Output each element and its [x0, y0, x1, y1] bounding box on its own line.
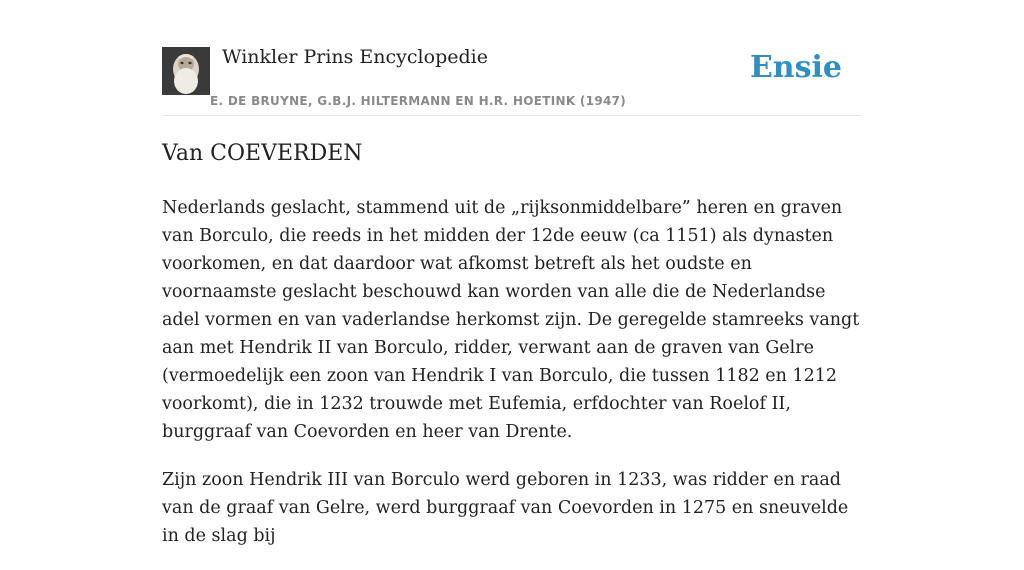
ensie-logo-link[interactable]: Ensie: [749, 50, 842, 85]
article-paragraph: Zijn zoon Hendrik III van Borculo werd geboren in 1233, was ridder en raad van de graaf van Gelre, werd burggraaf van Coevorden in 1275 en sneuvelde in de slag bij: [162, 470, 849, 546]
author-credits: E. DE BRUYNE, G.B.J. HILTERMANN EN H.R. HOETINK (1947): [210, 94, 627, 108]
article-title: Van COEVERDEN: [162, 141, 363, 166]
article-content: [162, 138, 862, 570]
site-header: [162, 44, 862, 116]
article-paragraph: Nederlands geslacht, stammend uit de „rijksonmiddelbare” heren en graven van Borculo, die reeds in het midden der 12de eeuw (ca 1151) als dynasten voorkomen, en dat daardoor wat afkomst betreft als het oudste en voornaamste geslacht beschouwd kan worden van alle die de Nederlandse adel vormen en van vaderlandse herkomst zijn. De geregelde stamreeks vangt aan met Hendrik II van Borculo, ridder, verwant aan de graven van Gelre (vermoedelijk een zoon van Hendrik I van Borculo, die tussen 1182 en 1212 voorkomt), die in 1232 trouwde met Eufemia, erfdochter van Roelof II, burggraaf van Coevorden en heer van Drente.: [162, 198, 860, 442]
site-title[interactable]: Winkler Prins Encyclopedie: [222, 46, 488, 68]
bearded-man-portrait-icon: [162, 47, 210, 95]
